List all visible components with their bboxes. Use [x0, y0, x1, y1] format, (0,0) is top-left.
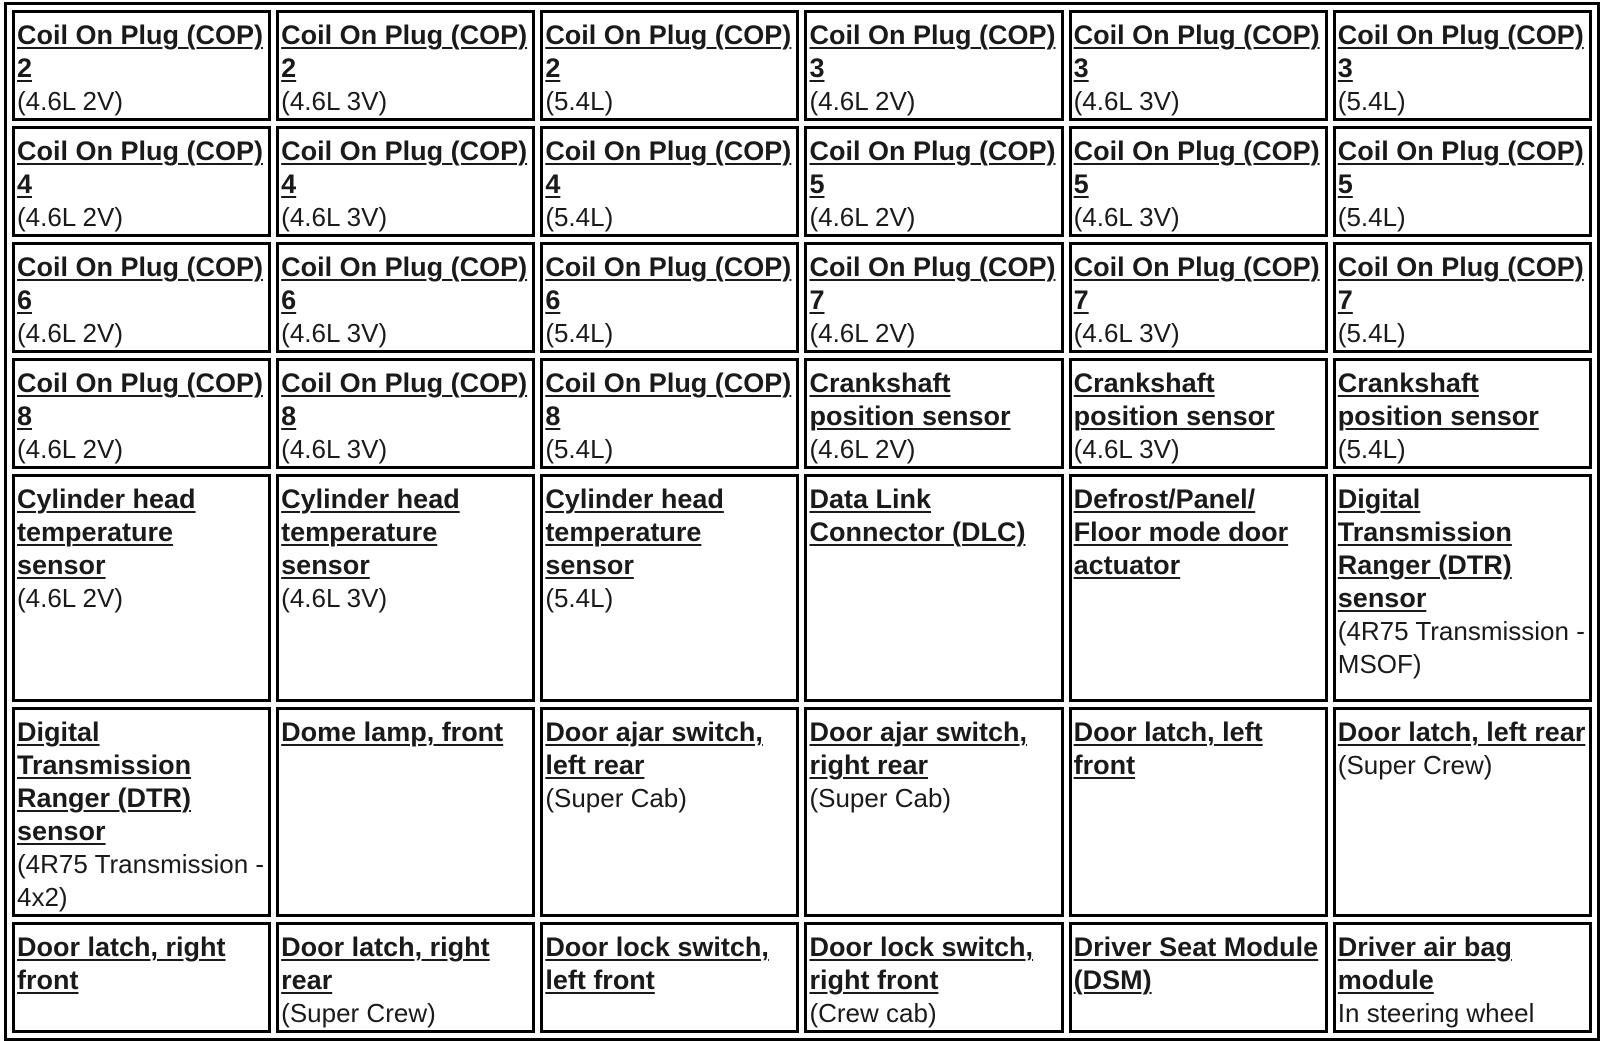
- cell-note: (5.4L): [545, 202, 614, 232]
- cell-note: (4R75 Transmission - MSOF): [1337, 616, 1585, 679]
- component-link[interactable]: Dome lamp, front: [281, 717, 504, 747]
- cell-note: (4.6L 3V): [281, 202, 388, 232]
- table-cell: [276, 707, 535, 917]
- component-link[interactable]: Door latch, right front: [17, 932, 226, 995]
- component-link[interactable]: Coil On Plug (COP) 7: [1073, 252, 1320, 315]
- table-cell: [540, 242, 799, 353]
- component-link[interactable]: Door latch, left front: [1073, 717, 1263, 780]
- cell-note: (4.6L 3V): [281, 583, 388, 613]
- component-link[interactable]: Data Link Connector (DLC): [809, 484, 1026, 547]
- cell-note: (4.6L 2V): [809, 434, 916, 464]
- cell-note: (Crew cab): [809, 998, 937, 1028]
- component-link[interactable]: Coil On Plug (COP) 4: [17, 136, 263, 199]
- table-cell: [1069, 474, 1328, 702]
- component-link[interactable]: Coil On Plug (COP) 3: [1073, 20, 1320, 83]
- component-link[interactable]: Coil On Plug (COP) 2: [545, 20, 792, 83]
- component-link[interactable]: Crankshaft position sensor: [809, 368, 1011, 431]
- cell-note: (4.6L 2V): [809, 318, 916, 348]
- table-cell: [1069, 126, 1328, 237]
- table-cell: [540, 358, 799, 469]
- component-link[interactable]: Coil On Plug (COP) 5: [1337, 136, 1584, 199]
- table-cell: [1069, 10, 1328, 121]
- cell-note: (4.6L 2V): [809, 86, 916, 116]
- table-cell: [1333, 242, 1592, 353]
- component-link[interactable]: Coil On Plug (COP) 7: [1337, 252, 1584, 315]
- table-cell: [12, 10, 271, 121]
- table-cell: [540, 474, 799, 702]
- cell-note: (4.6L 3V): [281, 318, 388, 348]
- cell-note: (4.6L 2V): [17, 86, 123, 116]
- component-link[interactable]: Digital Transmission Ranger (DTR) sensor: [17, 717, 192, 846]
- table-cell: [804, 126, 1063, 237]
- component-link[interactable]: Coil On Plug (COP) 8: [545, 368, 792, 431]
- table-cell: [1333, 10, 1592, 121]
- table-cell: [1069, 707, 1328, 917]
- table-row: [12, 707, 1592, 917]
- component-location-table: [4, 2, 1600, 1041]
- cell-note: (4.6L 3V): [281, 434, 388, 464]
- component-link[interactable]: Door lock switch, right front: [809, 932, 1034, 995]
- table-cell: [1333, 922, 1592, 1033]
- table-cell: [12, 242, 271, 353]
- component-link[interactable]: Digital Transmission Ranger (DTR) sensor: [1337, 484, 1512, 613]
- cell-note: (4.6L 3V): [1073, 318, 1180, 348]
- cell-note: (4.6L 3V): [1073, 434, 1180, 464]
- table-cell: [276, 242, 535, 353]
- table-cell: [804, 358, 1063, 469]
- component-link[interactable]: Coil On Plug (COP) 5: [1073, 136, 1320, 199]
- cell-note: (5.4L): [545, 583, 614, 613]
- table-cell: [1333, 474, 1592, 702]
- component-link[interactable]: Driver air bag module: [1337, 932, 1512, 995]
- table-cell: [540, 126, 799, 237]
- table-cell: [276, 358, 535, 469]
- table-cell: [540, 922, 799, 1033]
- component-link[interactable]: Door latch, right rear: [281, 932, 490, 995]
- component-link[interactable]: Coil On Plug (COP) 6: [545, 252, 792, 315]
- table-cell: [1333, 126, 1592, 237]
- component-link[interactable]: Coil On Plug (COP) 2: [281, 20, 528, 83]
- component-link[interactable]: Cylinder head temperature sensor: [281, 484, 460, 580]
- component-link[interactable]: Coil On Plug (COP) 5: [809, 136, 1056, 199]
- table-cell: [804, 242, 1063, 353]
- cell-note: (Super Cab): [809, 783, 952, 813]
- component-link[interactable]: Crankshaft position sensor: [1073, 368, 1275, 431]
- table-cell: [1069, 242, 1328, 353]
- table-cell: [1069, 358, 1328, 469]
- cell-note: (5.4L): [1337, 318, 1406, 348]
- component-link[interactable]: Coil On Plug (COP) 2: [17, 20, 263, 83]
- cell-note: (5.4L): [1337, 86, 1406, 116]
- component-link[interactable]: Coil On Plug (COP) 4: [545, 136, 792, 199]
- table-cell: [804, 922, 1063, 1033]
- table-cell: [12, 707, 271, 917]
- cell-note: (Super Crew): [281, 998, 436, 1028]
- cell-note: (4.6L 3V): [1073, 202, 1180, 232]
- component-link[interactable]: Coil On Plug (COP) 8: [17, 368, 263, 431]
- component-link[interactable]: Coil On Plug (COP) 3: [809, 20, 1056, 83]
- component-link[interactable]: Coil On Plug (COP) 7: [809, 252, 1056, 315]
- table-cell: [540, 10, 799, 121]
- table-cell: [12, 922, 271, 1033]
- cell-note: (4.6L 2V): [17, 318, 123, 348]
- table-cell: [540, 707, 799, 917]
- table-cell: [276, 126, 535, 237]
- cell-note: In steering wheel: [1337, 998, 1535, 1028]
- component-link[interactable]: Driver Seat Module (DSM): [1073, 932, 1319, 995]
- table-cell: [1333, 358, 1592, 469]
- table-row: [12, 358, 1592, 469]
- cell-note: (5.4L): [1337, 434, 1406, 464]
- component-link[interactable]: Crankshaft position sensor: [1337, 368, 1539, 431]
- table-cell: [1069, 922, 1328, 1033]
- cell-note: (4.6L 2V): [809, 202, 916, 232]
- table-cell: [1333, 707, 1592, 917]
- cell-note: (4R75 Transmission - 4x2): [17, 849, 265, 912]
- component-link[interactable]: Door ajar switch, right rear: [809, 717, 1028, 780]
- component-link[interactable]: Cylinder head temperature sensor: [545, 484, 724, 580]
- table-cell: [12, 474, 271, 702]
- component-link[interactable]: Defrost/Panel/ Floor mode door actuator: [1073, 484, 1289, 580]
- table-cell: [804, 474, 1063, 702]
- component-link[interactable]: Door latch, left rear: [1337, 717, 1586, 747]
- cell-note: (4.6L 3V): [281, 86, 388, 116]
- table-cell: [276, 474, 535, 702]
- cell-note: (5.4L): [1337, 202, 1406, 232]
- component-link[interactable]: Coil On Plug (COP) 8: [281, 368, 528, 431]
- cell-note: (5.4L): [545, 434, 614, 464]
- table-cell: [804, 707, 1063, 917]
- cell-note: (4.6L 2V): [17, 202, 123, 232]
- cell-note: (5.4L): [545, 86, 614, 116]
- component-link[interactable]: Coil On Plug (COP) 6: [17, 252, 263, 315]
- table-cell: [804, 10, 1063, 121]
- cell-note: (5.4L): [545, 318, 614, 348]
- table-row: [12, 922, 1592, 1033]
- cell-note: (Super Crew): [1337, 750, 1493, 780]
- component-link[interactable]: Coil On Plug (COP) 4: [281, 136, 528, 199]
- cell-note: (4.6L 2V): [17, 583, 123, 613]
- component-link[interactable]: Coil On Plug (COP) 6: [281, 252, 528, 315]
- table-row: [12, 474, 1592, 702]
- table-row: [12, 242, 1592, 353]
- table-cell: [12, 358, 271, 469]
- cell-note: (Super Cab): [545, 783, 687, 813]
- table-cell: [276, 922, 535, 1033]
- table-cell: [12, 126, 271, 237]
- component-link[interactable]: Door lock switch, left front: [545, 932, 769, 995]
- cell-note: (4.6L 2V): [17, 434, 123, 464]
- table-row: [12, 10, 1592, 121]
- table-cell: [276, 10, 535, 121]
- component-link[interactable]: Coil On Plug (COP) 3: [1337, 20, 1584, 83]
- component-link[interactable]: Cylinder head temperature sensor: [17, 484, 196, 580]
- component-link[interactable]: Door ajar switch, left rear: [545, 717, 763, 780]
- table-row: [12, 126, 1592, 237]
- cell-note: (4.6L 3V): [1073, 86, 1180, 116]
